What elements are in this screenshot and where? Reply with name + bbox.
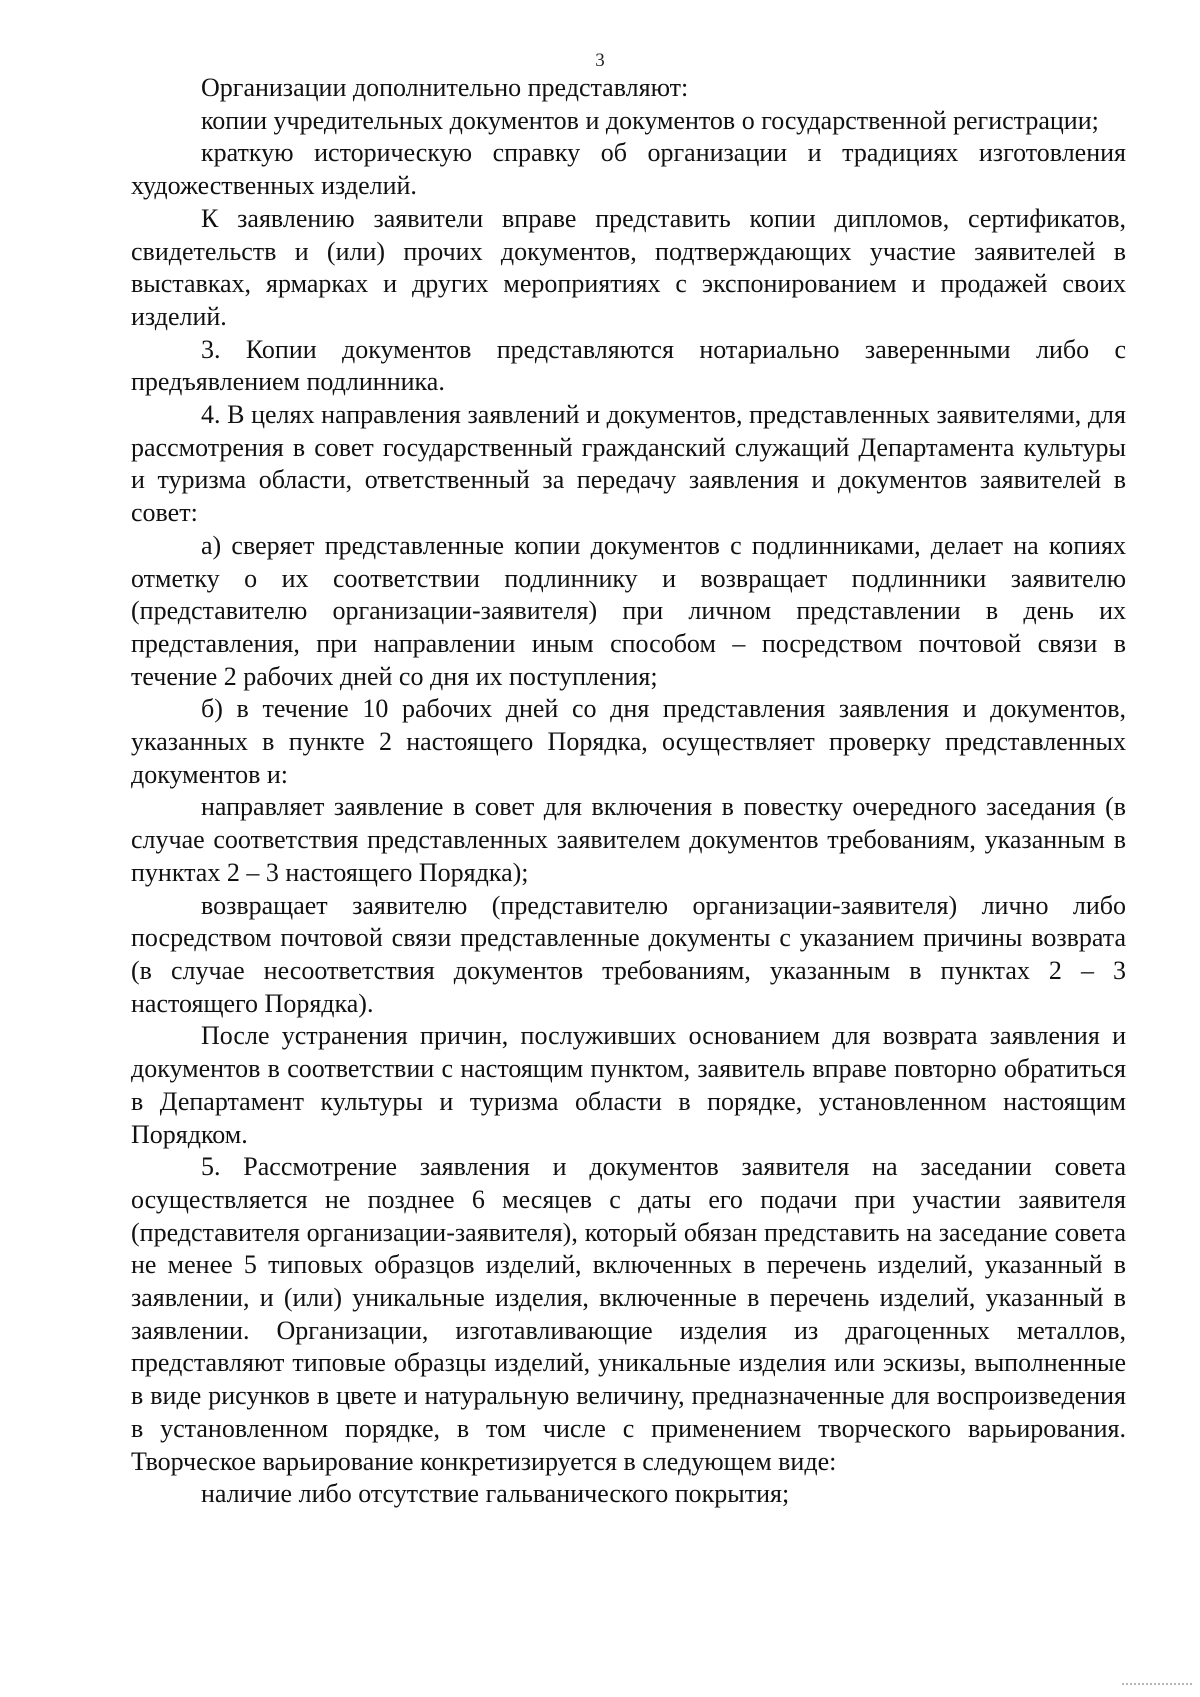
paragraph-return-documents: возвращает заявителю (представителю организации-заявителя) лично либо посредством почтовой связи представленные документы с указанием причины возврата (в случае несоответствия документов требованиям, указанным в пунктах 2 – 3 настоящего Порядка). (131, 890, 1126, 1018)
scan-artifact (1122, 1683, 1192, 1693)
paragraph-item-4a: а) сверяет представленные копии документов с подлинниками, делает на копиях отметку о их соответствии подлиннику и возвращает подлинники заявителю (представителю организации-заявителя) при личном представлении в день их представления, при направлении иным способом – посредством почтовой связи в течение 2 рабочих дней со дня их поступления; (131, 530, 1126, 691)
paragraph-galvanic-coating: наличие либо отсутствие гальванического покрытия; (201, 1479, 790, 1509)
paragraph-resubmission: После устранения причин, послуживших основанием для возврата заявления и документов в соответствии с настоящим пунктом, заявитель вправе повторно обратиться в Департамент культуры и туризма области в порядке, установленном настоящим Порядком. (131, 1021, 1126, 1149)
paragraph-item-3-copies: 3. Копии документов представляются нотариально заверенными либо с предъявлением подлинника. (131, 334, 1126, 397)
paragraph-item-5-council-review: 5. Рассмотрение заявления и документов заявителя на заседании совета осуществляется не позднее 6 месяцев с даты его подачи при участии заявителя (представителя организации-заявителя), который обязан представить на заседание совета не менее 5 типовых образцов изделий, включенных в перечень изделий, указанный в заявлении, и (или) уникальные изделия, включенные в перечень изделий, указанный в заявлении. Организации, изготавливающие изделия из драгоценных металлов, представляют типовые образцы изделий, уникальные изделия или эскизы, выполненные в виде рисунков в цвете и натуральную величину, предназначенные для воспроизведения в установленном порядке, в том числе с применением творческого варьирования. Творческое варьирование конкретизируется в следующем виде: (131, 1152, 1126, 1476)
page-number: 3 (595, 50, 605, 71)
document-body (131, 72, 1126, 1511)
paragraph-organizations-provide: Организации дополнительно представляют: (201, 73, 689, 102)
paragraph-forward-application: направляет заявление в совет для включения в повестку очередного заседания (в случае соответствия представленных заявителем документов требованиям, указанным в пунктах 2 – 3 настоящего Порядка); (131, 792, 1126, 887)
paragraph-founding-documents: копии учредительных документов и документов о государственной регистрации; (201, 105, 1099, 135)
paragraph-item-4-review: 4. В целях направления заявлений и документов, представленных заявителями, для рассмотрения в совет государственный гражданский служащий Департамента культуры и туризма области, ответственный за передачу заявления и документов заявителей в совет: (131, 400, 1126, 528)
paragraph-item-4b: б) в течение 10 рабочих дней со дня представления заявления и документов, указанных в пункте 2 настоящего Порядка, осуществляет проверку представленных документов и: (131, 694, 1126, 789)
paragraph-diplomas-certificates: К заявлению заявители вправе представить копии дипломов, сертификатов, свидетельств и (или) прочих документов, подтверждающих участие заявителей в выставках, ярмарках и других мероприятиях с экспонированием и продажей своих изделий. (131, 203, 1126, 331)
paragraph-historical-reference: краткую историческую справку об организации и традициях изготовления художественных изделий. (131, 138, 1126, 201)
